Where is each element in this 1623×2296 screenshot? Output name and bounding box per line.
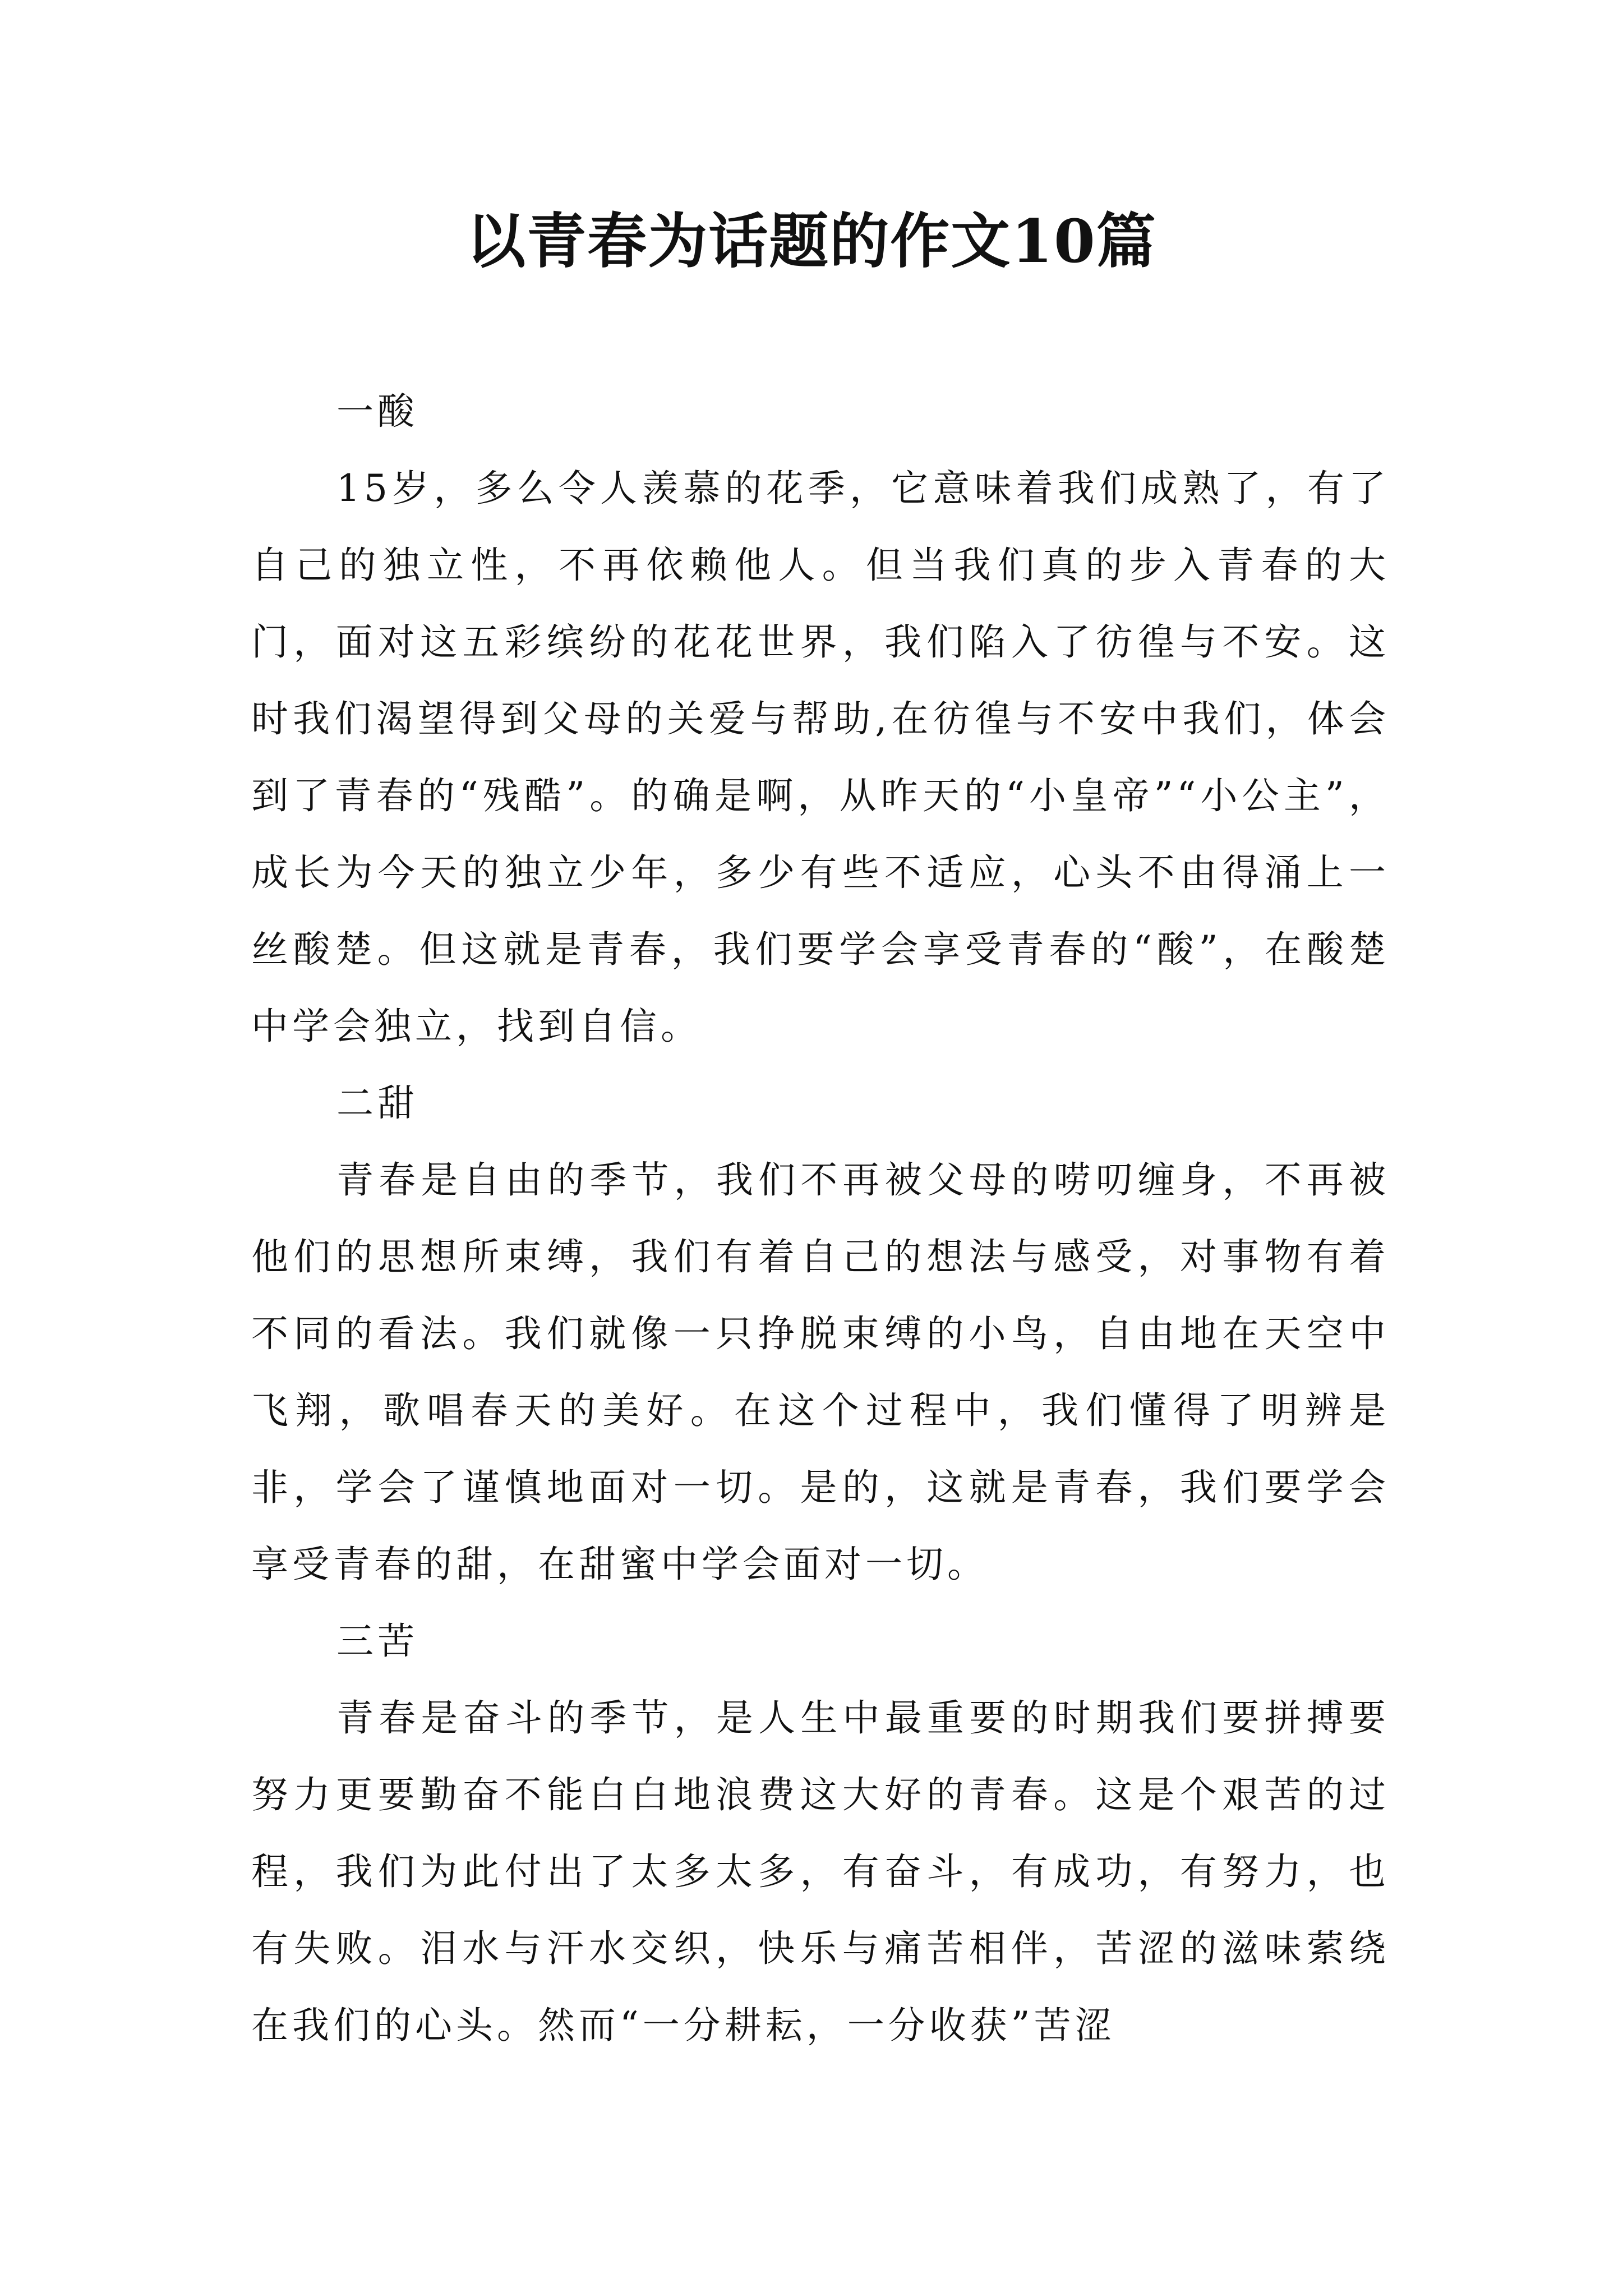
document-title: 以青春为话题的作文10篇 (466, 206, 1157, 276)
section-heading-sour: 一酸 (336, 390, 418, 433)
section-heading-sweet: 二甜 (336, 1082, 418, 1125)
section-paragraph-bitter: 青春是奋斗的季节，是人生中最重要的时期我们要拼搏要努力更要勤奋不能白白地浪费这大好的青春。这是个艰苦的过程，我们为此付出了太多太多，有奋斗，有成功，有努力，也有失败。泪水与汗水交织，快乐与痛苦相伴，苦涩的滋味萦绕在我们的心头。然而“一分耕耘，一分收获”苦涩 (251, 1696, 1390, 2047)
section-paragraph-sour: 15岁，多么令人羡慕的花季，它意味着我们成熟了，有了自己的独立性，不再依赖他人。但当我们真的步入青春的大门，面对这五彩缤纷的花花世界，我们陷入了彷徨与不安。这时我们渴望得到父母的关爱与帮助,在彷徨与不安中我们，体会到了青春的“残酷”。的确是啊，从昨天的“小皇帝”“小公主”，成长为今天的独立少年，多少有些不适应，心头不由得涌上一丝酸楚。但这就是青春，我们要学会享受青春的“酸”，在酸楚中学会独立，找到自信。 (251, 467, 1390, 1048)
section-heading-bitter: 三苦 (336, 1619, 418, 1663)
section-paragraph-sweet: 青春是自由的季节，我们不再被父母的唠叨缠身，不再被他们的思想所束缚，我们有着自己的想法与感受，对事物有着不同的看法。我们就像一只挣脱束缚的小鸟，自由地在天空中飞翔，歌唱春天的美好。在这个过程中，我们懂得了明辨是非，学会了谨慎地面对一切。是的，这就是青春，我们要学会享受青春的甜，在甜蜜中学会面对一切。 (251, 1158, 1390, 1586)
document-body (251, 373, 1390, 2064)
